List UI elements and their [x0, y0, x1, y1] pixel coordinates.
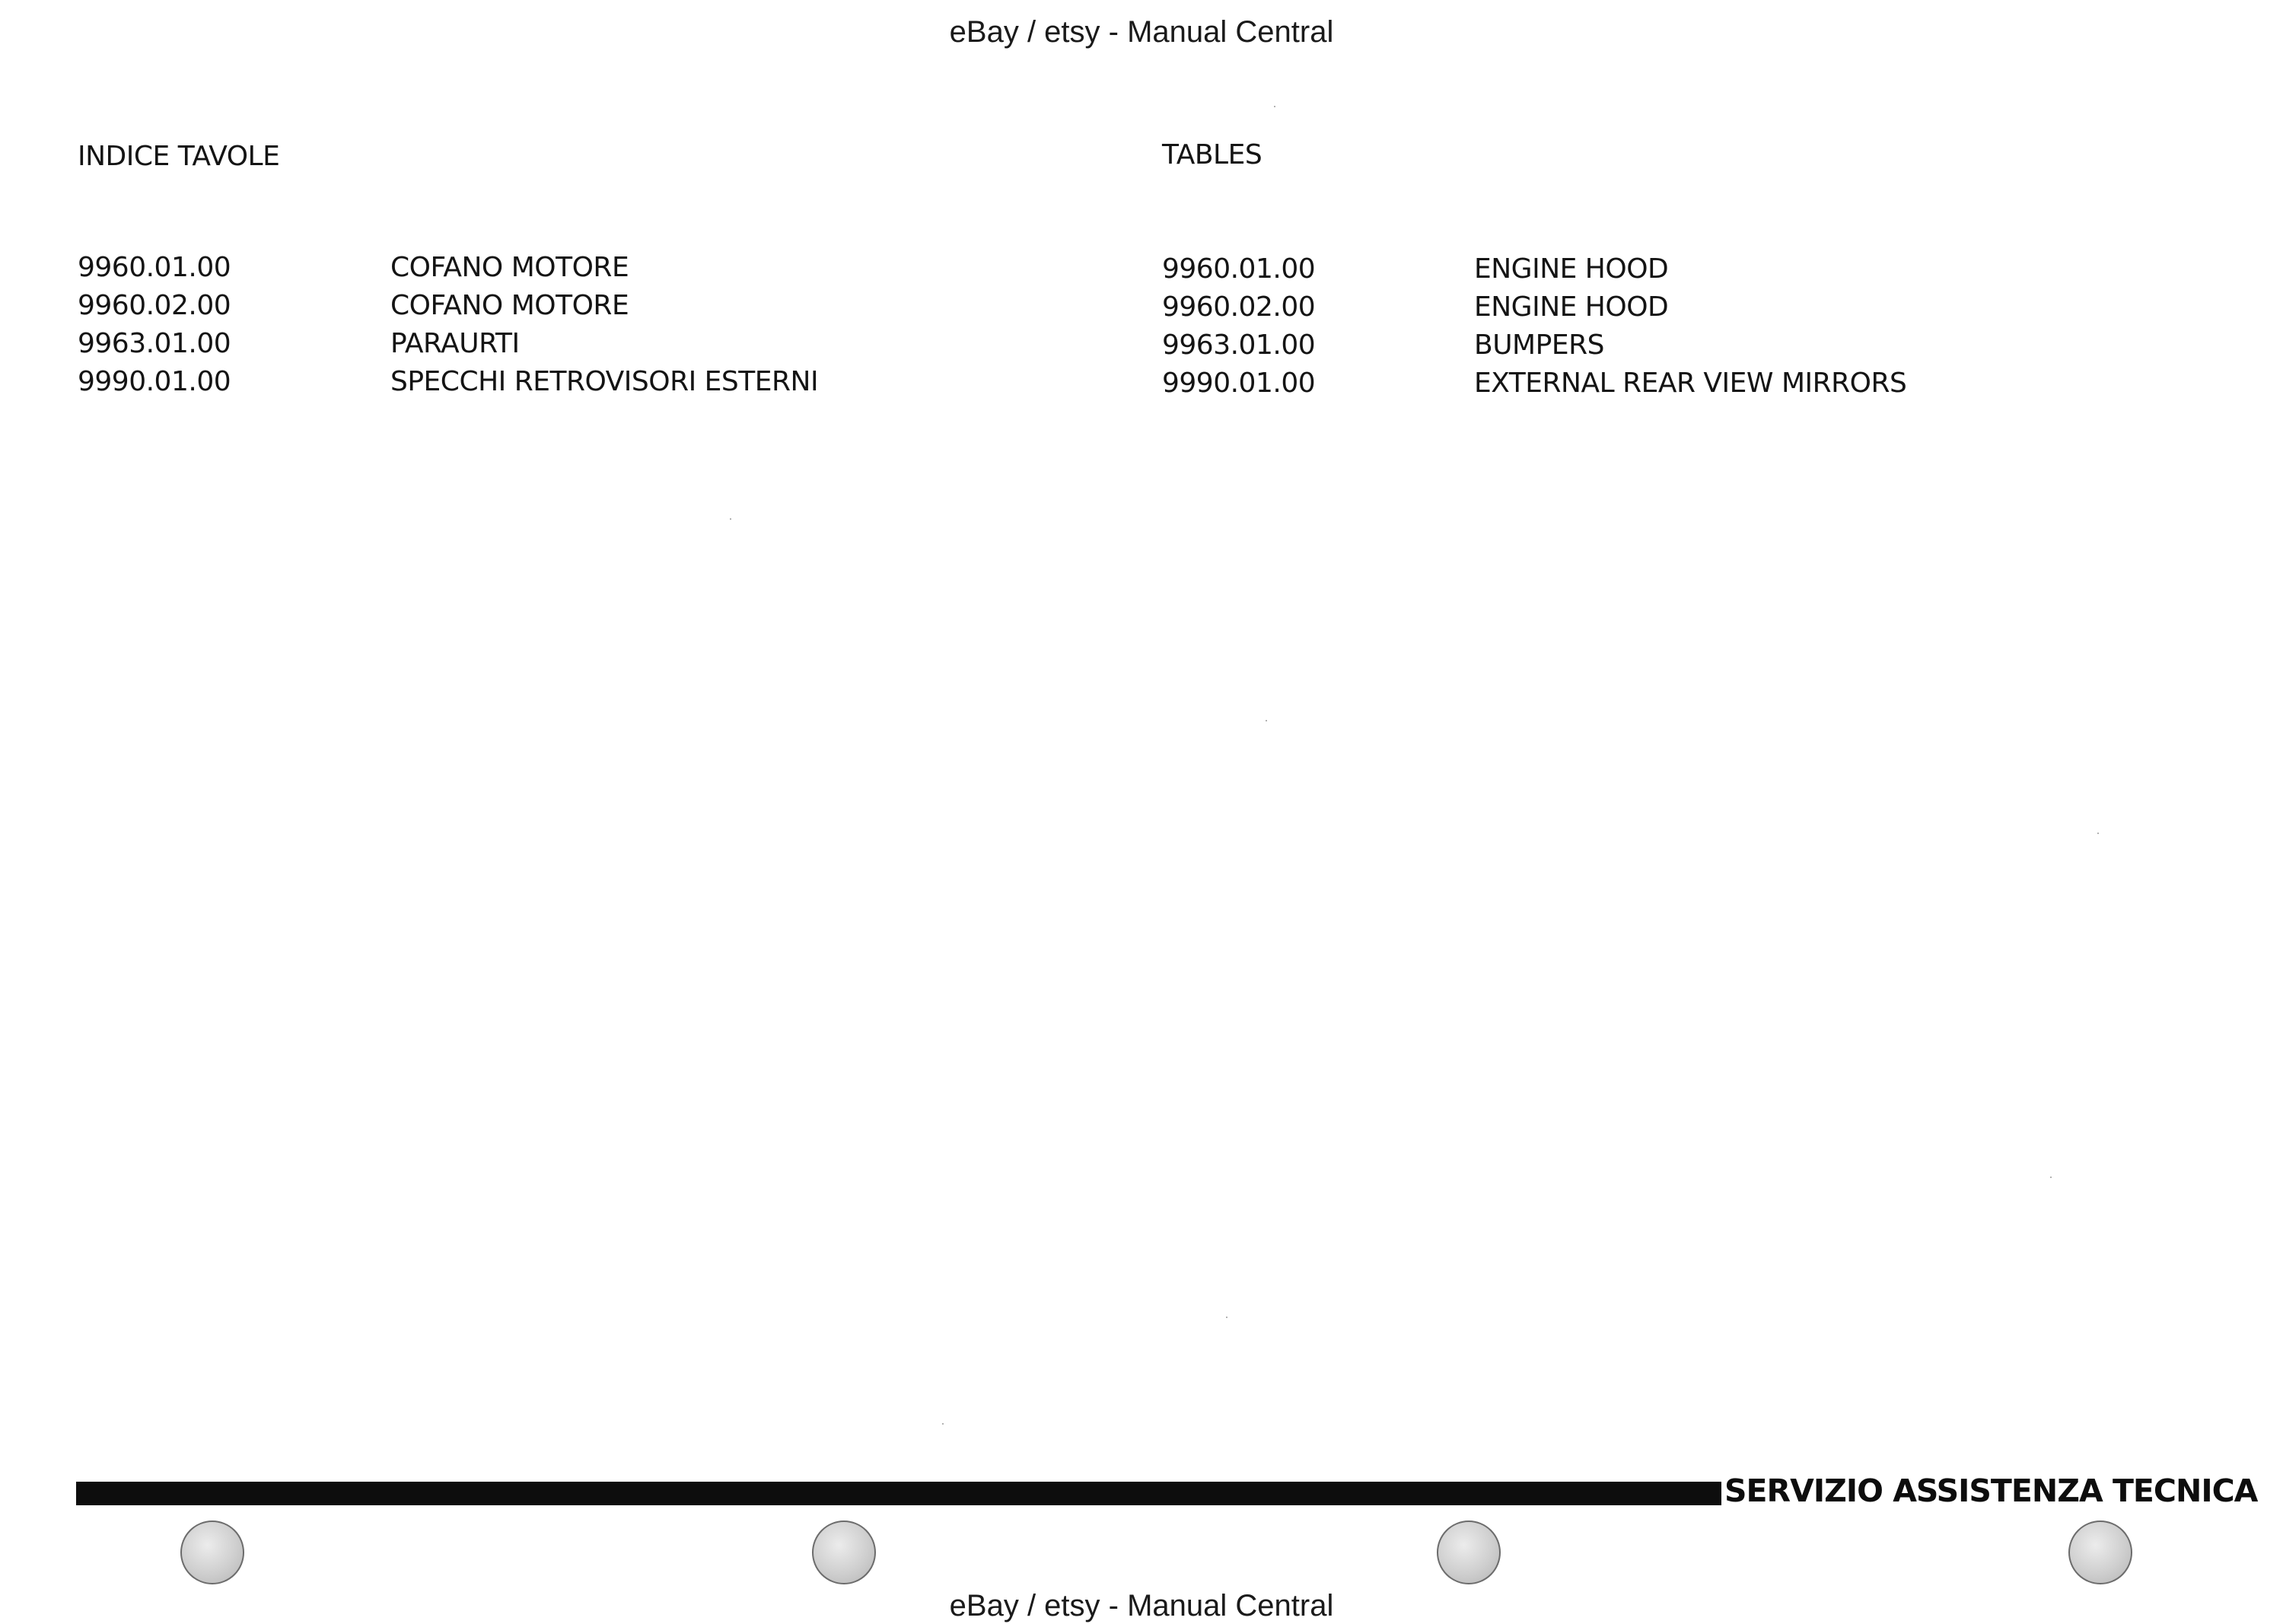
table-description: COFANO MOTORE: [390, 252, 629, 283]
table-code: 9960.01.00: [78, 252, 231, 283]
scan-speck: [1266, 720, 1267, 721]
italian-heading: INDICE TAVOLE: [78, 141, 280, 172]
table-description: BUMPERS: [1474, 330, 1604, 361]
table-code: 9990.01.00: [78, 366, 231, 397]
footer-label: SERVIZIO ASSISTENZA TECNICA: [1724, 1473, 2258, 1509]
table-description: COFANO MOTORE: [390, 290, 629, 321]
scan-speck: [1226, 1317, 1227, 1318]
footer-rule: [76, 1482, 1721, 1505]
table-description: ENGINE HOOD: [1474, 253, 1669, 285]
table-description: EXTERNAL REAR VIEW MIRRORS: [1474, 368, 1907, 399]
table-code: 9960.01.00: [1162, 253, 1316, 285]
table-code: 9963.01.00: [1162, 330, 1316, 361]
english-heading: TABLES: [1162, 139, 1262, 170]
watermark-top: eBay / etsy - Manual Central: [949, 15, 1334, 49]
scan-speck: [730, 518, 731, 520]
binder-hole: [180, 1521, 244, 1584]
scan-speck: [942, 1423, 944, 1425]
scan-speck: [1274, 106, 1275, 107]
table-description: SPECCHI RETROVISORI ESTERNI: [390, 366, 819, 397]
binder-hole: [812, 1521, 876, 1584]
table-code: 9960.02.00: [78, 290, 231, 321]
table-code: 9990.01.00: [1162, 368, 1316, 399]
watermark-bottom: eBay / etsy - Manual Central: [949, 1589, 1334, 1622]
table-code: 9960.02.00: [1162, 291, 1316, 323]
scan-speck: [2097, 833, 2099, 834]
table-description: ENGINE HOOD: [1474, 291, 1669, 323]
binder-hole: [2068, 1521, 2132, 1584]
binder-hole: [1437, 1521, 1501, 1584]
table-code: 9963.01.00: [78, 328, 231, 359]
scan-speck: [2050, 1177, 2052, 1178]
table-description: PARAURTI: [390, 328, 520, 359]
